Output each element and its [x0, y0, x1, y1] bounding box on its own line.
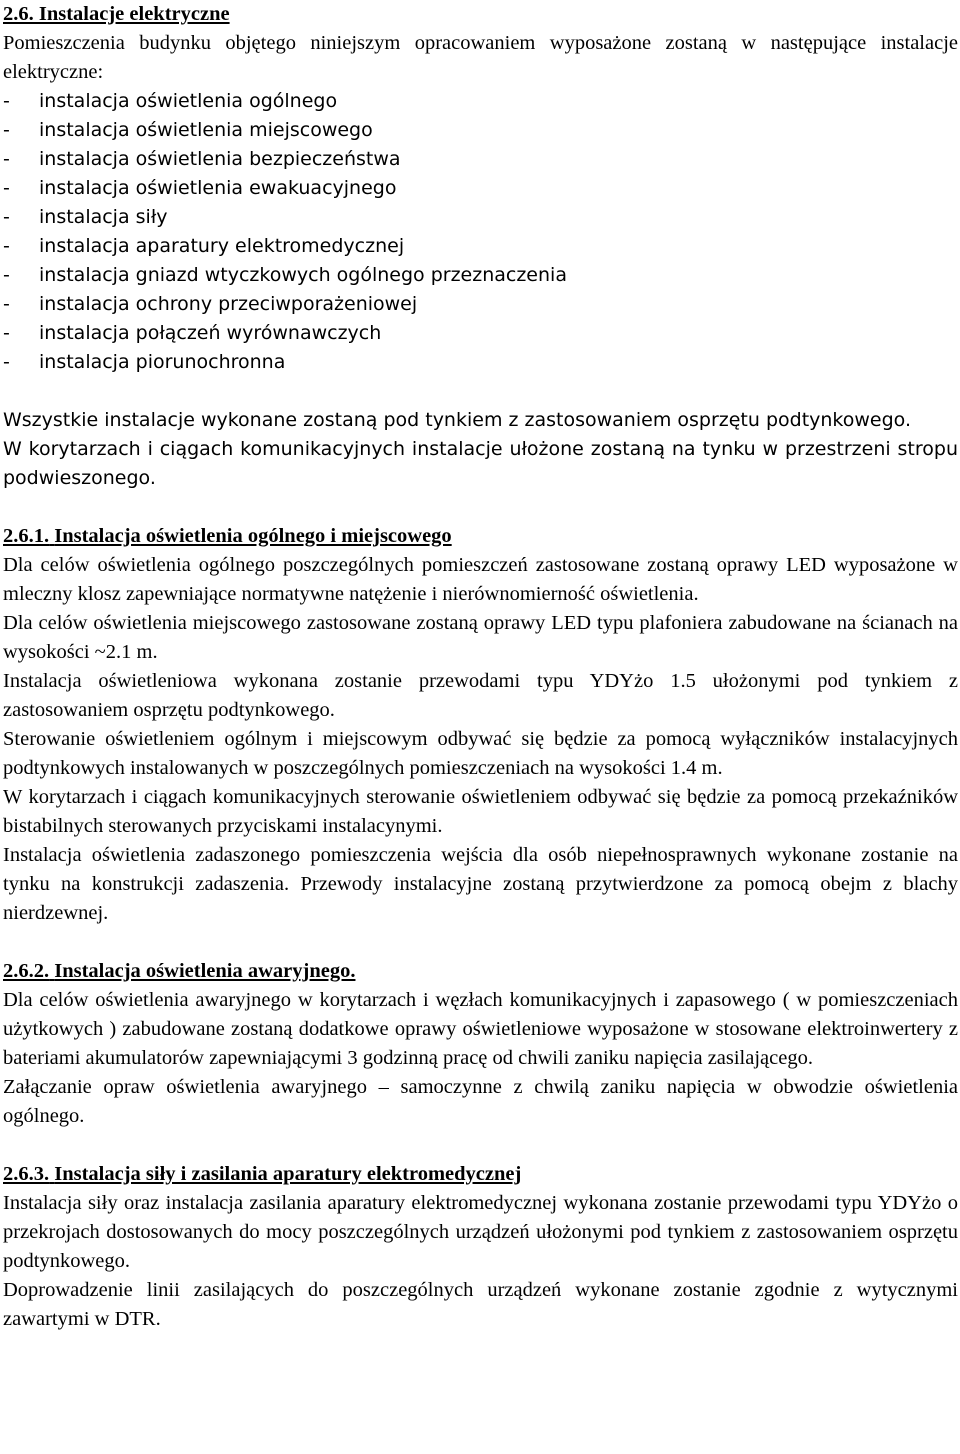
paragraph-under-plaster: Wszystkie instalacje wykonane zostaną pod tynkiem z zastosowaniem osprzętu podtynkowego.: [3, 409, 912, 431]
list-item: - instalacja oświetlenia ewakuacyjnego: [3, 177, 397, 199]
list-item: - instalacja gniazd wtyczkowych ogólnego przeznaczenia: [3, 264, 567, 286]
subsection-heading-emergency-lighting: 2.6.2. Instalacja oświetlenia awaryjnego.: [3, 960, 356, 982]
list-item: - instalacja połączeń wyrównawczych: [3, 322, 382, 344]
list-item: - instalacja ochrony przeciwporażeniowej: [3, 293, 418, 315]
paragraph: Dla celów oświetlenia miejscowego zastosowane zostaną oprawy LED typu plafoniera zabudowane na ścianach na wysokości ~2.1 m.: [3, 612, 958, 663]
paragraph: Sterowanie oświetleniem ogólnym i miejscowym odbywać się będzie za pomocą wyłączników instalacyjnych podtynkowych instalowanych w poszczególnych pomieszczeniach na wysokości 1.4 m.: [3, 728, 958, 779]
paragraph: Instalacja siły oraz instalacja zasilania aparatury elektromedycznej wykonana zostanie przewodami typu YDYżo o przekrojach dostosowanych do mocy poszczególnych urządzeń ułożonymi pod tynkiem z zastosowaniem osprzętu podtynkowego.: [3, 1192, 958, 1272]
installation-list: [3, 87, 958, 377]
paragraph: Załączanie opraw oświetlenia awaryjnego – samoczynne z chwilą zaniku napięcia w obwodzie oświetlenia ogólnego.: [3, 1076, 958, 1127]
spacer: [3, 928, 958, 957]
subsection-heading-power: 2.6.3. Instalacja siły i zasilania aparatury elektromedycznej: [3, 1163, 522, 1185]
list-item: - instalacja oświetlenia bezpieczeństwa: [3, 148, 401, 170]
spacer: [3, 1131, 958, 1160]
paragraph: Dla celów oświetlenia awaryjnego w korytarzach i węzłach komunikacyjnych i zapasowego ( w pomieszczeniach użytkowych ) zabudowane zostaną dodatkowe oprawy oświetleniowe wyposażone w stosowane elektroinwertery z bateriami akumulatorów zapewniającymi 3 godzinną pracę od chwili zaniku napięcia zasilającego.: [3, 989, 958, 1069]
subsection-heading-general-lighting: 2.6.1. Instalacja oświetlenia ogólnego i miejscowego: [3, 525, 452, 547]
list-item: - instalacja aparatury elektromedycznej: [3, 235, 405, 257]
section-heading: 2.6. Instalacje elektryczne: [3, 3, 230, 25]
spacer: [3, 377, 958, 406]
paragraph: Doprowadzenie linii zasilających do poszczególnych urządzeń wykonane zostanie zgodnie z wytycznymi zawartymi w DTR.: [3, 1279, 958, 1330]
list-item: - instalacja piorunochronna: [3, 351, 286, 373]
paragraph: Instalacja oświetlenia zadaszonego pomieszczenia wejścia dla osób niepełnosprawnych wykonane zostanie na tynku na konstrukcji zadaszenia. Przewody instalacyjne zostaną przytwierdzone za pomocą obejm z blachy nierdzewnej.: [3, 844, 958, 924]
paragraph: W korytarzach i ciągach komunikacyjnych sterowanie oświetleniem odbywać się będzie za pomocą przekaźników bistabilnych sterowanych przyciskami instalacynymi.: [3, 786, 958, 837]
list-item: - instalacja oświetlenia ogólnego: [3, 90, 338, 112]
paragraph-corridors: W korytarzach i ciągach komunikacyjnych instalacje ułożone zostaną na tynku w przestrzeni stropu podwieszonego.: [3, 438, 958, 489]
paragraph: Instalacja oświetleniowa wykonana zostanie przewodami typu YDYżo 1.5 ułożonymi pod tynkiem z zastosowaniem osprzętu podtynkowego.: [3, 670, 958, 721]
list-item: - instalacja oświetlenia miejscowego: [3, 119, 373, 141]
intro-paragraph: Pomieszczenia budynku objętego niniejszym opracowaniem wyposażone zostaną w następujące instalacje elektryczne:: [3, 32, 958, 83]
paragraph: Dla celów oświetlenia ogólnego poszczególnych pomieszczeń zastosowane zostaną oprawy LED wyposażone w mleczny klosz zapewniające normatywne natężenie i nierównomierność oświetlenia.: [3, 554, 958, 605]
list-item: - instalacja siły: [3, 206, 168, 228]
spacer: [3, 493, 958, 522]
